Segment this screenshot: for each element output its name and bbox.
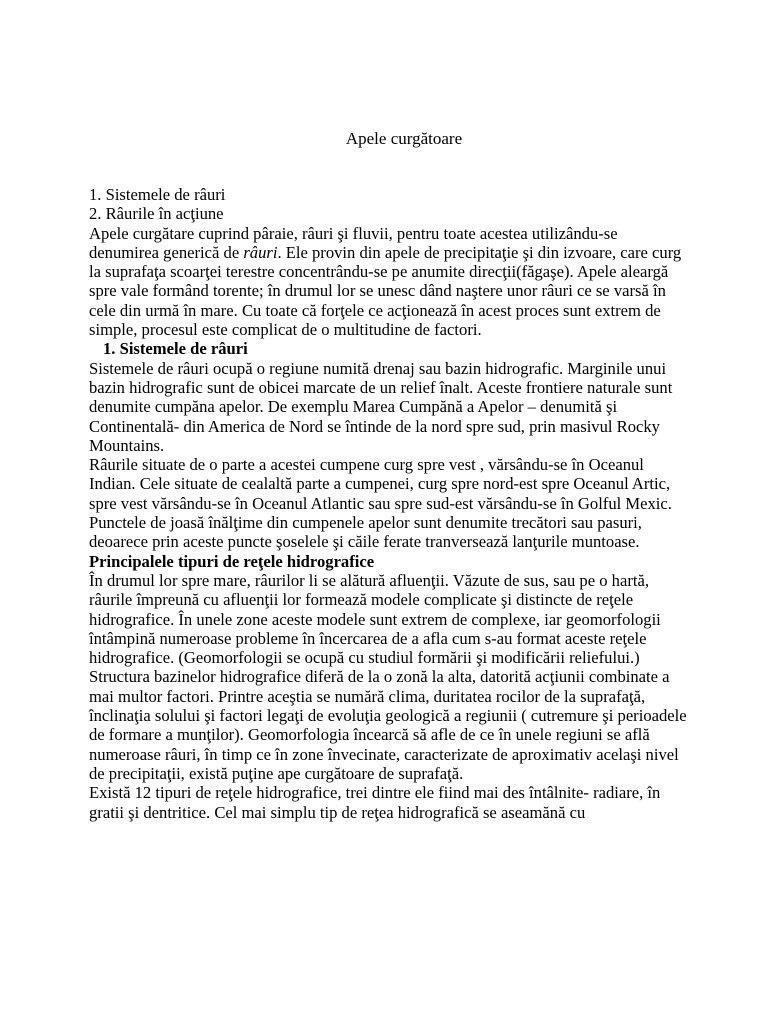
document-title: Apele curgătoare — [345, 129, 463, 148]
section-1-heading: 1. Sistemele de râuri — [103, 339, 248, 359]
section-2-heading: Principalele tipuri de reţele hidrografice — [89, 551, 375, 571]
section-1-paragraph-2: Râurile situate de o parte a acestei cumpene curg spre vest , vărsându-se în Oceanul Indian. Cele situate de cealaltă parte a cumpenei, curg spre nord-est spre Oceanul Artic, spre vest vărsându-se în Oceanul Atlantic sau spre sud-est vărsându-se în Golful Mexic. Punctele de joasă înălţime din cumpenele apelor sunt denumite trecători sau pasuri, deoarece prin aceste puncte şoselele şi căile ferate tranversează lanţurile muntoase. — [89, 455, 672, 552]
intro-text-before: Apele curgătare cuprind pâraie, râuri şi fluvii, pentru toate acestea utilizându-se denumirea generică de — [89, 223, 618, 262]
toc-item-1: 1. Sistemele de râuri — [89, 185, 226, 204]
intro-text-italic: râuri — [243, 242, 278, 262]
section-2-paragraph-2: Există 12 tipuri de reţele hidrografice, trei dintre ele fiind mai des întâlnite- radiare, în gratii şi dentritice. Cel mai simplu tip de reţea hidrografică se aseamănă cu — [89, 783, 661, 822]
document-body — [89, 185, 689, 822]
section-1-paragraph-1: Sistemele de râuri ocupă o regiune numită drenaj sau bazin hidrografic. Marginile unui bazin hidrografic sunt de obicei marcate de un relief înalt. Aceste frontiere naturale sunt denumite cumpăna apelor. De exemplu Marea Cumpănă a Apelor – denumită şi Continentală- din America de Nord se întinde de la nord spre sud, prin masivul Rocky Mountains. — [89, 358, 673, 455]
section-2-paragraph-1: În drumul lor spre mare, râurilor li se alătură afluenţii. Văzute de sus, sau pe o hartă, râurile împreună cu afluenţii lor formează modele complicate şi distincte de reţele hidrografice. În unele zone aceste modele sunt extrem de complexe, iar geomorfologii întâmpină numeroase probleme în încercarea de a afla cum s-au format aceste reţele hidrografice. (Geomorfologii se ocupă cu studiul formării şi modificării reliefului.) Structura bazinelor hidrografice diferă de la o zonă la alta, datorită acţiunii combinate a mai multor factori. Printre aceştia se numără clima, duritatea rocilor de la suprafaţă, înclinaţia solului şi factori legaţi de evoluţia geologică a regiunii ( cutremure şi perioadele de formare a munţilor). Geomorfologia încearcă să afle de ce în unele regiuni se află numeroase râuri, în timp ce în zone învecinate, caracterizate de aproximativ acelaşi nivel de precipitaţii, există puţine ape curgătoare de suprafaţă. — [89, 570, 687, 783]
intro-paragraph — [89, 224, 689, 340]
toc-item-2: 2. Râurile în acţiune — [89, 204, 224, 224]
intro-text-after: . Ele provin din apele de precipitaţie şi din izvoare, care curg la suprafaţa scoarţei terestre concentrându-se pe anumite direcţii(făgaşe). Apele aleargă spre vale formând torente; în drumul lor se unesc dând naştere unor râuri ce se varsă în cele din urmă în mare. Cu toate că forţele ce acţionează în acest proces sunt extrem de simple, procesul este complicat de o multitudine de factori. — [89, 242, 682, 340]
